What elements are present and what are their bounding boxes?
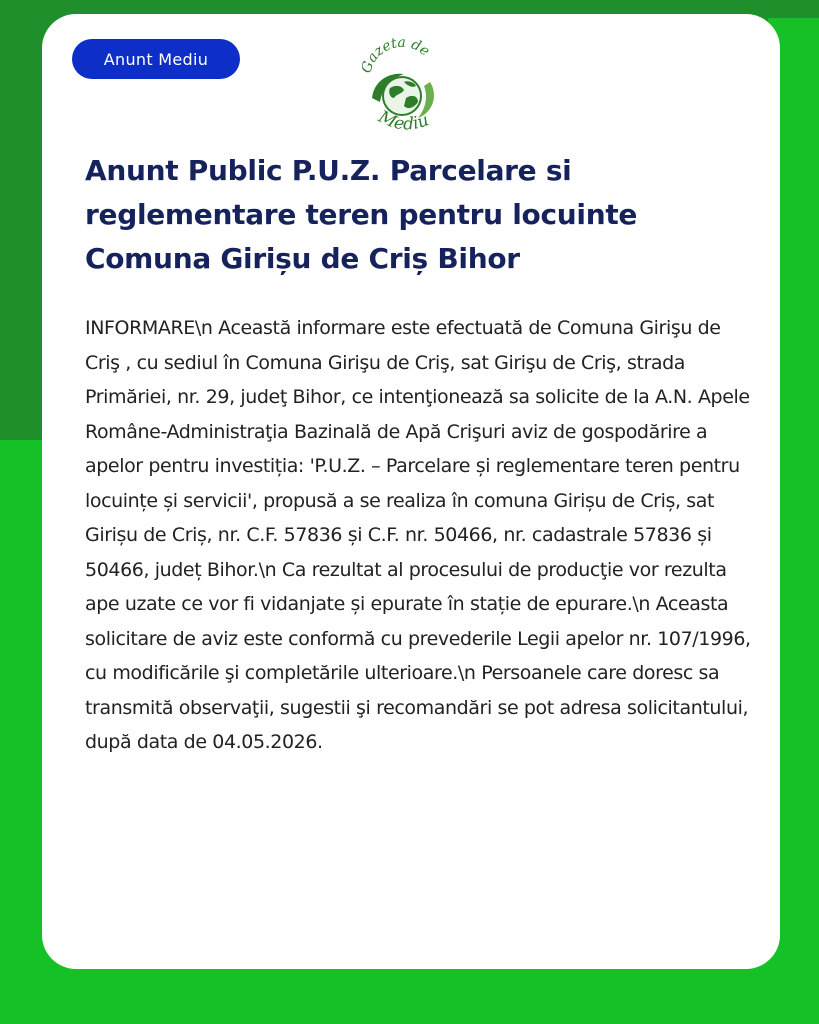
announcement-body: INFORMARE\n Această informare este efectuată de Comuna Girişu de Criş , cu sediul în Comuna Girişu de Criş, sat Girişu de Criş, strada Primăriei, nr. 29, judeţ Bihor, ce intenţionează sa solicite de la A.N. Apele Române-Administraţia Bazinală de Apă Crişuri aviz de gospodărire a apelor pentru investiția: 'P.U.Z. – Parcelare și reglementare teren pentru locuințe și servicii', propusă a se realiza în comuna Girișu de Criș, sat Girișu de Criș, nr. C.F. 57836 și C.F. nr. 50466, nr. cadastrale 57836 și 50466, județ Bihor.\n Ca rezultat al procesului de producţie vor rezulta ape uzate ce vor fi vidanjate și epurate în stație de epurare.\n Aceasta solicitare de aviz este conformă cu prevederile Legii apelor nr. 107/1996, cu modificările şi completările ulterioare.\n Persoanele care doresc sa transmită observaţii, sugestii şi recomandări se pot adresa solicitantului, după data de 04.05.2026.: [85, 317, 751, 753]
svg-text:Gazeta de: [358, 36, 432, 75]
logo-text-top: Gazeta de: [358, 36, 433, 76]
announcement-card: [42, 14, 780, 969]
globe-leaf-logo-icon: [352, 36, 452, 144]
background-shape-strip: [768, 0, 819, 18]
category-badge[interactable]: Anunt Mediu: [72, 39, 240, 79]
gazeta-de-mediu-logo: [352, 36, 452, 144]
logo-text-bottom: Mediu: [375, 106, 432, 135]
page-title: Anunt Public P.U.Z. Parcelare si reglementare teren pentru locuinte Comuna Girișu de Criș Bihor: [85, 154, 638, 275]
